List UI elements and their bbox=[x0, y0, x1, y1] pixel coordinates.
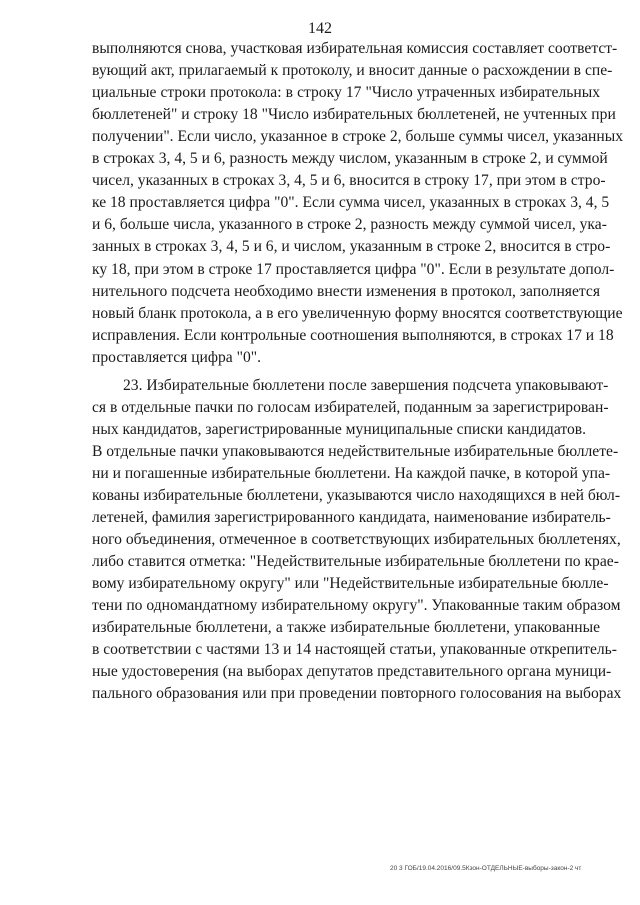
text-line: вующий акт, прилагаемый к протоколу, и вносит данные о расхождении в спе- bbox=[92, 62, 613, 80]
page-number: 142 bbox=[308, 20, 332, 37]
text-line: летеней, фамилия зарегистрированного кандидата, наименование избиратель- bbox=[92, 509, 611, 527]
text-line: ку 18, при этом в строке 17 проставляется цифра "0". Если в результате допол- bbox=[92, 260, 615, 278]
text-line: В отдельные пачки упаковываются недействительные избирательные бюллете- bbox=[92, 442, 619, 460]
text-line: ке 18 проставляется цифра "0". Если сумма чисел, указанных в строках 3, 4, 5 bbox=[92, 194, 610, 212]
text-line: и 6, больше числа, указанного в строке 2, разность между суммой чисел, ука- bbox=[92, 216, 607, 234]
text-line: либо ставится отметка: "Недействительные избирательные бюллетени по крае- bbox=[92, 553, 619, 571]
text-line: ни и погашенные избирательные бюллетени. На каждой пачке, в которой упа- bbox=[92, 464, 611, 482]
text-line: кованы избирательные бюллетени, указываются число находящихся в ней бюл- bbox=[92, 487, 621, 504]
text-line: бюллетеней" и строку 18 "Число избирательных бюллетеней, не учтенных при bbox=[92, 106, 616, 124]
text-line: ные удостоверения (на выборах депутатов представительного органа муници- bbox=[92, 663, 612, 681]
text-line: ного объединения, отмеченное в соответствующих избирательных бюллетенях, bbox=[92, 531, 621, 549]
text-line: циальные строки протокола: в строку 17 "Число утраченных избирательных bbox=[92, 84, 600, 102]
text-line: новый бланк протокола, а в его увеличенную форму вносятся соответствующие bbox=[92, 304, 623, 322]
footer-file-path: 20 3 ГОБ/19.04.2016/09.5Кзон-ОТДЕЛЬНЫЕ-выборы-закон-2 чт bbox=[390, 865, 582, 872]
text-line: чисел, указанных в строках 3, 4, 5 и 6, вносится в строку 17, при этом в стро- bbox=[92, 172, 606, 190]
text-line: избирательные бюллетени, а также избирательные бюллетени, упакованные bbox=[92, 619, 600, 637]
text-line: нительного подсчета необходимо внести изменения в протокол, заполняется bbox=[92, 282, 600, 300]
text-line: ных кандидатов, зарегистрированные муниципальные списки кандидатов. bbox=[92, 420, 587, 438]
text-line: вому избирательному округу" или "Недействительные избирательные бюлле- bbox=[92, 575, 609, 593]
text-line: получении". Если число, указанное в строке 2, больше суммы чисел, указанных bbox=[92, 128, 624, 146]
text-line: тени по одномандатному избирательному округу". Упакованные таким образом bbox=[92, 597, 621, 615]
text-line: ся в отдельные пачки по голосам избирателей, поданным за зарегистрирован- bbox=[92, 398, 609, 416]
text-line: исправления. Если контрольные соотношения выполняются, в строках 17 и 18 bbox=[92, 326, 614, 344]
text-line: занных в строках 3, 4, 5 и 6, и числом, указанным в строке 2, вносится в стро- bbox=[92, 238, 611, 256]
text-line: в строках 3, 4, 5 и 6, разность между числом, указанным в строке 2, и суммой bbox=[92, 150, 608, 168]
text-line: выполняются снова, участковая избирательная комиссия составляет соответст- bbox=[92, 40, 618, 57]
text-line: пального образования или при проведении повторного голосования на выборах bbox=[92, 685, 622, 703]
text-line: проставляется цифра "0". bbox=[92, 348, 262, 366]
text-line: в соответствии с частями 13 и 14 настоящей статьи, упакованные открепитель- bbox=[92, 641, 617, 659]
text-line: 23. Избирательные бюллетени после завершения подсчета упаковывают- bbox=[123, 376, 609, 394]
